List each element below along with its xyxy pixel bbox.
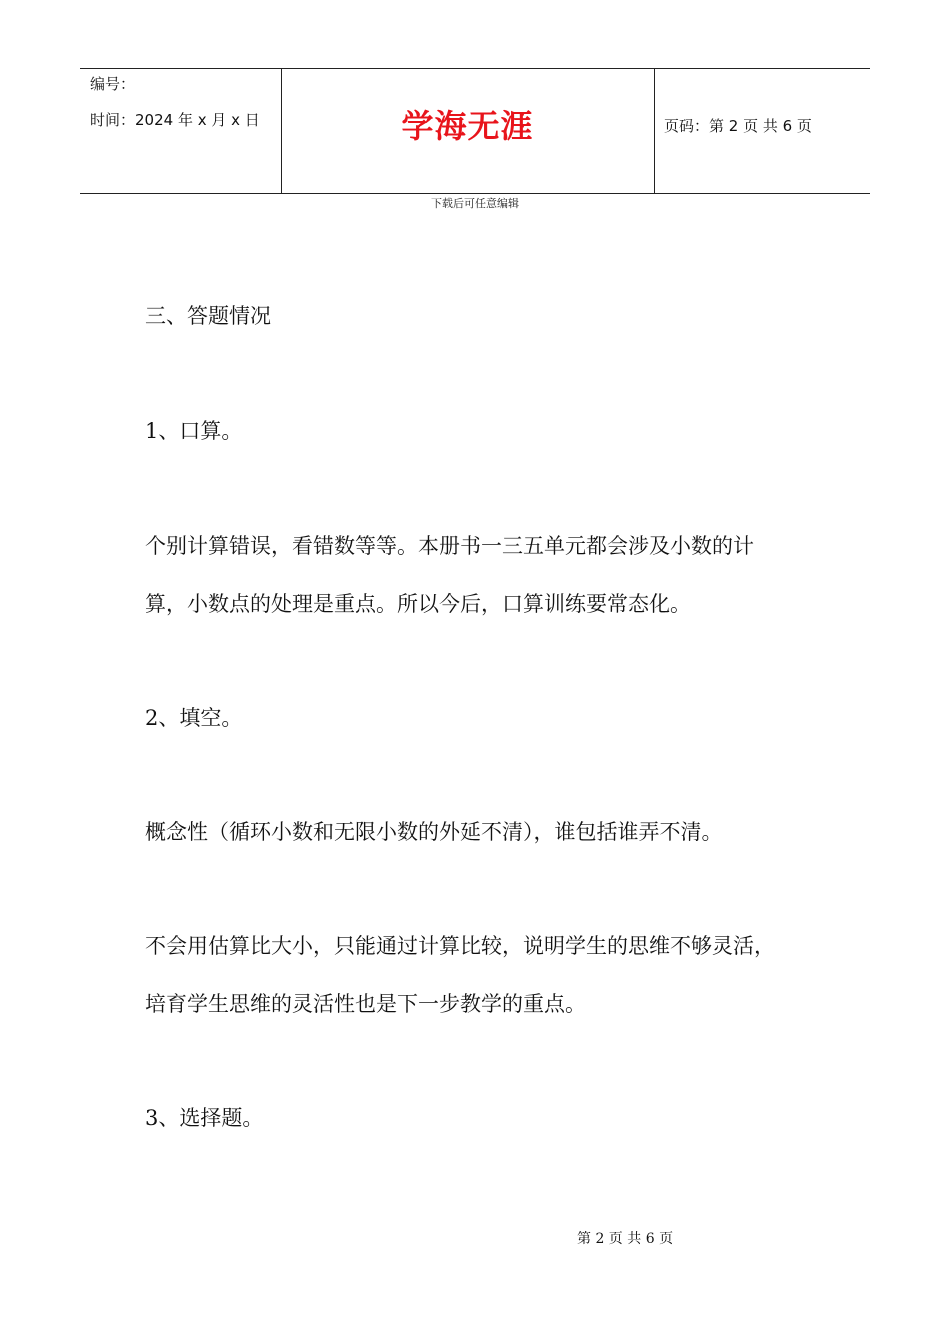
item2-heading: 2、填空。 [145,706,243,730]
item1-heading: 1、口算。 [145,419,243,443]
page-footer: 第 2 页 共 6 页 [577,1231,674,1247]
download-note: 下载后可任意编辑 [431,197,519,210]
item1-paragraph-line-1: 个别计算错误，看错数等等。本册书一三五单元都会涉及小数的计 [145,534,754,558]
brand-title: 学海无涯 [401,107,534,145]
item2-paragraph-1: 概念性（循环小数和无限小数的外延不清），谁包括谁弄不清。 [145,820,723,844]
document-time-label: 时间：2024 年 x 月 x 日 [90,111,260,129]
section-heading: 三、答题情况 [145,304,271,328]
header-table [80,68,870,194]
header-page-label: 页码：第 2 页 共 6 页 [664,117,812,135]
item2-paragraph-2-line-2: 培育学生思维的灵活性也是下一步教学的重点。 [145,992,586,1016]
item1-paragraph-line-2: 算，小数点的处理是重点。所以今后，口算训练要常态化。 [145,592,691,616]
item2-paragraph-2-line-1: 不会用估算比大小，只能通过计算比较，说明学生的思维不够灵活， [145,934,775,958]
header-divider-right [654,69,655,193]
document-number-label: 编号： [90,75,136,93]
item3-heading: 3、选择题。 [145,1106,264,1130]
